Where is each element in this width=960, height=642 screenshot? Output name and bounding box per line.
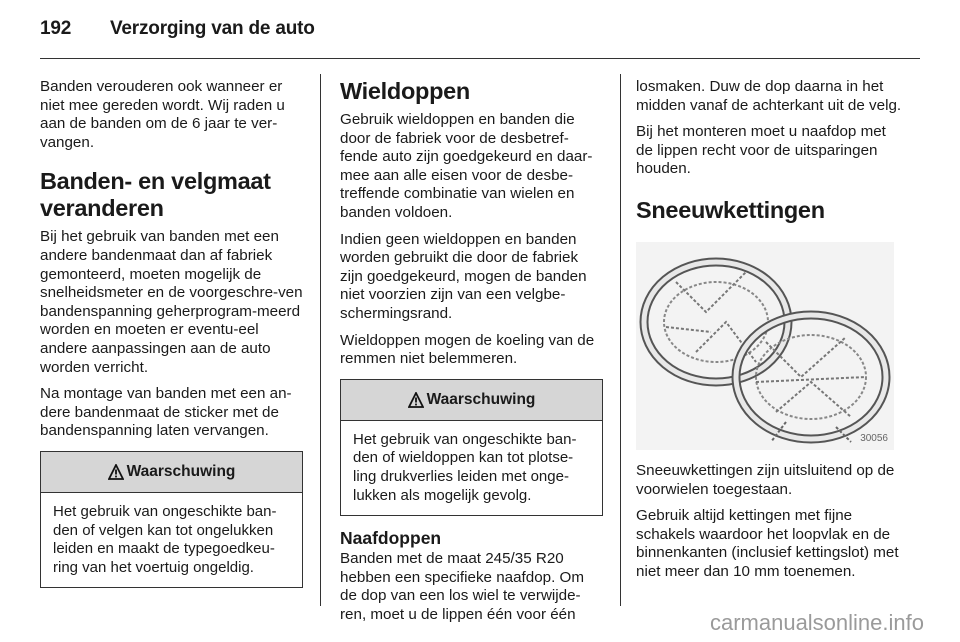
paragraph: Indien geen wieldoppen en banden worden gebruikt die door de fabriek zijn goedgekeurd, mogen de banden niet voorzien zijn van een velgbe-schermingsrand.: [340, 230, 587, 322]
paragraph: Sneeuwkettingen zijn uitsluitend op de voorwielen toegestaan.: [636, 461, 895, 498]
subsection-heading-hub-caps: Naafdoppen: [340, 528, 442, 549]
section-heading-wheel-covers: Wieldoppen: [340, 78, 470, 104]
paragraph: Wieldoppen mogen de koeling van de remmen niet belemmeren.: [340, 331, 595, 368]
snow-chains-illustration: [636, 242, 894, 450]
paragraph: Bij het monteren moet u naafdop met de lippen recht voor de uitsparingen houden.: [636, 123, 886, 178]
column-3: [636, 78, 902, 590]
column-2: [340, 78, 603, 632]
warning-triangle-icon: [108, 464, 124, 480]
figure-number: 30056: [860, 432, 888, 444]
paragraph: Na montage van banden met een an-dere bandenmaat de sticker met de bandenspanning laten vervangen.: [40, 385, 292, 440]
section-heading-snow-chains: Sneeuwkettingen: [636, 196, 825, 223]
paragraph: Gebruik wieldoppen en banden die door de fabriek voor de desbetref-fende auto zijn goedgekeurd en daar-mee aan alle eisen voor de desbe-treffende combinatie van wielen en banden voldoen.: [340, 111, 593, 221]
chapter-title: Verzorging van de auto: [110, 18, 315, 39]
page-header: [40, 18, 315, 40]
warning-text: Het gebruik van ongeschikte ban-den of velgen kan tot ongelukken leiden en maakt de typegoedkeu-ring van het voertuig ongeldig.: [53, 502, 277, 576]
section-heading-tyre-size: Banden- en velgmaat veranderen: [40, 168, 271, 222]
paragraph: Bij het gebruik van banden met een andere bandenmaat dan af fabriek gemonteerd, moeten mogelijk de snelheidsmeter en de voorgeschre-ven bandenspanning geherprogram-meerd worden en moeten er eventu-eel andere aanpassingen aan de auto worden verricht.: [40, 228, 303, 376]
warning-header: [341, 380, 602, 421]
column-divider: [320, 74, 321, 606]
snow-chain-drawing: [636, 242, 894, 450]
column-divider: [620, 74, 621, 606]
paragraph: Banden met de maat 245/35 R20 hebben een specifieke naafdop. Om de dop van een los wiel te verwijde-ren, moet u de lippen één voor één: [340, 550, 585, 623]
warning-box: [340, 379, 603, 516]
column-1: [40, 78, 303, 600]
warning-title: Waarschuwing: [426, 390, 536, 408]
page-number: 192: [40, 18, 72, 39]
warning-title: Waarschuwing: [126, 462, 236, 480]
paragraph: Banden verouderen ook wanneer er niet mee gereden wordt. Wij raden u aan de banden om de 6 jaar te ver-vangen.: [40, 78, 285, 151]
header-rule: [40, 58, 920, 59]
warning-header: [41, 452, 302, 493]
warning-box: [40, 451, 303, 588]
warning-triangle-icon: [408, 392, 424, 408]
paragraph: losmaken. Duw de dop daarna in het midden vanaf de achterkant uit de velg.: [636, 78, 902, 114]
watermark: carmanualsonline.info: [709, 610, 924, 635]
paragraph: Gebruik altijd kettingen met fijne schakels waardoor het loopvlak en de binnenkanten (inclusief kettingslot) met niet meer dan 10 mm toenemen.: [636, 507, 899, 580]
warning-text: Het gebruik van ongeschikte ban-den of wieldoppen kan tot plotse-ling drukverlies leiden met onge-lukken als mogelijk gevolg.: [353, 430, 577, 504]
